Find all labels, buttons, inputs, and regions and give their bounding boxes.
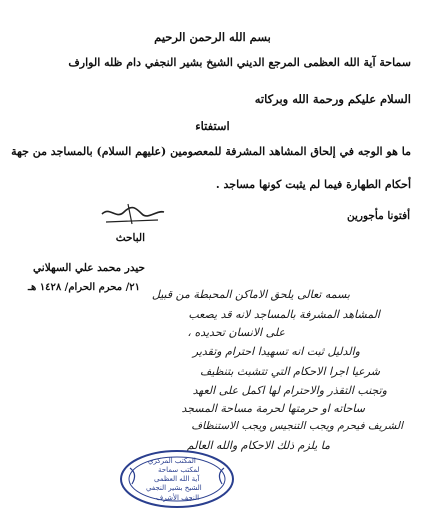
stamp-line-2: لمكتب سماحة: [158, 466, 200, 474]
basmala: بسم الله الرحمن الرحيم: [154, 30, 271, 44]
answer-line-5: شرعيا اجرا الاحكام التي تتشبث بتنظيف: [200, 365, 380, 378]
answer-line-6: وتجنب التقذر والاحترام لها اكمل على العهد: [192, 384, 387, 397]
subject: استفتاء: [195, 119, 230, 133]
addressee: سماحة آية الله العظمى المرجع الديني الشيخ بشير النجفي دام ظله الوارف: [68, 56, 411, 69]
answer-line-2: المشاهد المشرفة بالمساجد لانه قد يصعب: [188, 308, 380, 321]
letter-date: ٢١/ محرم الحرام/ ١٤٢٨ هـ: [28, 282, 140, 293]
researcher-signature: [98, 200, 168, 228]
researcher-label: الباحث: [115, 232, 145, 244]
stamp-line-5: النجف الأشرف: [156, 494, 200, 502]
answer-line-4: والدليل ثبت انه تسهيدا احترام وتقدير: [192, 345, 360, 358]
answer-line-1: بسمه تعالى يلحق الاماكن المحبطة من قبيل: [151, 288, 350, 301]
researcher-name: حيدر محمد علي السهلاني: [33, 262, 145, 274]
greeting: السلام عليكم ورحمة الله وبركاته: [254, 92, 411, 106]
question-line-1: ما هو الوجه في إلحاق المشاهد المشرفة للمعصومين (عليهم السلام) بالمساجد من جهة: [11, 145, 411, 158]
stamp-line-4: الشيخ بشير النجفي: [146, 484, 202, 492]
question-line-2: أحكام الطهارة فيما لم يثبت كونها مساجد .: [215, 178, 411, 191]
answer-line-7: ساحاته او حرمتها لحرمة مساحة المسجد: [181, 402, 365, 415]
office-stamp: [118, 448, 236, 510]
stamp-line-3: آية الله العظمى: [154, 475, 200, 483]
answer-line-3: على الانسان تحديده ،: [187, 326, 285, 339]
closing: أفتونا مأجورين: [346, 210, 410, 222]
answer-line-9: ما يلزم ذلك الاحكام والله العالم: [186, 439, 330, 452]
answer-line-8: الشريف فيحرم ويجب التنجيس ويجب الاستنظاف: [191, 420, 403, 432]
stamp-line-1: المكتب المركزي: [148, 457, 196, 465]
